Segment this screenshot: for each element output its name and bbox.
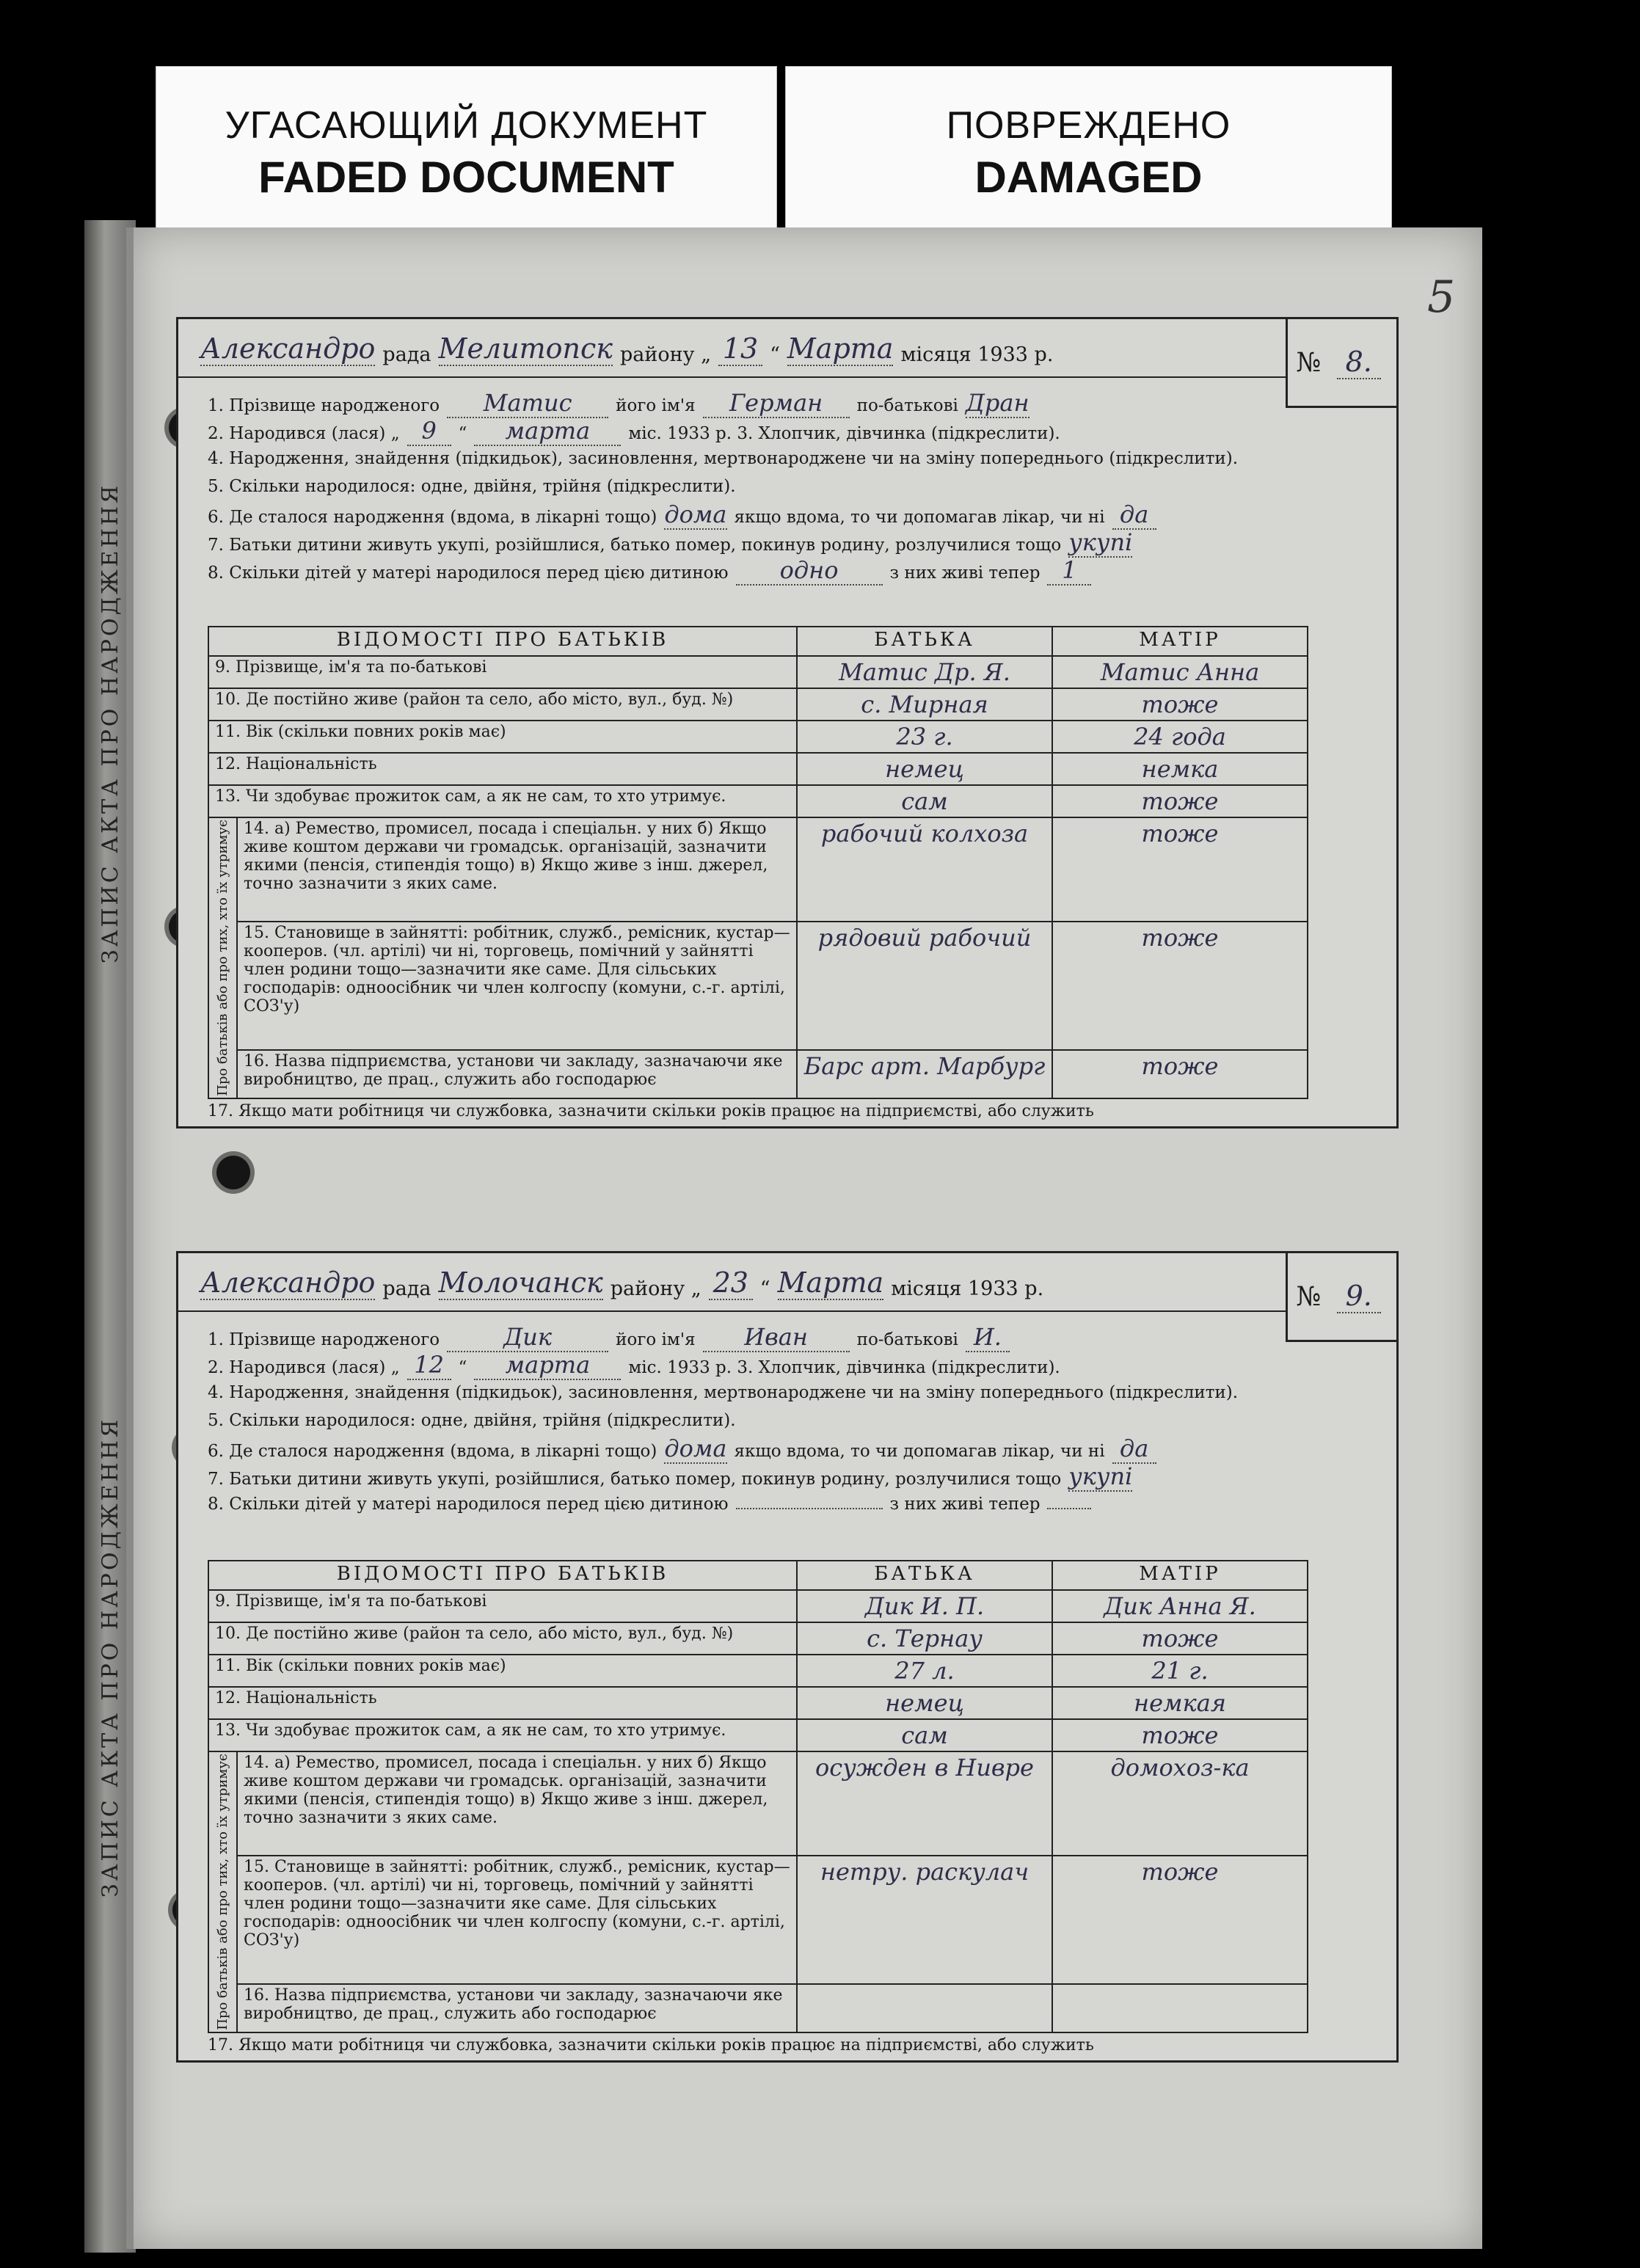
- mother-enterprise-value: тоже: [1052, 1050, 1308, 1098]
- birth-record-form: [98, 317, 1399, 1128]
- father-occupation-value: рабочий колхоза: [797, 817, 1052, 922]
- mother-residence-value: тоже: [1052, 1622, 1308, 1655]
- row-13-label: 13. Чи здобуває прожиток сам, а як не сам, то хто утримує.: [208, 1719, 797, 1751]
- row-9-label: 9. Прізвище, ім'я та по-батькові: [208, 656, 797, 688]
- row-10-label: 10. Де постійно живе (район та село, або місто, вул., буд. №): [208, 688, 797, 721]
- year-digit: 3: [1005, 1277, 1018, 1300]
- form-header: Александро рада Мелитопск району „ 13 “ Марта місяця 193 3 р.: [178, 319, 1286, 378]
- mother-residence-value: тоже: [1052, 688, 1308, 721]
- row-10-label: 10. Де постійно живе (район та село, або місто, вул., буд. №): [208, 1622, 797, 1655]
- first-name-value: Иван: [703, 1323, 850, 1352]
- month-label: місяця 193: [891, 1277, 1006, 1300]
- father-residence-value: с. Мирная: [797, 688, 1052, 721]
- district-value: Молочанск: [438, 1266, 603, 1299]
- birth-place-value: дома: [664, 500, 727, 528]
- first-name-value: Герман: [703, 389, 850, 418]
- father-occupation-value: осужден в Нивре: [797, 1751, 1052, 1856]
- father-support-value: сам: [797, 1719, 1052, 1751]
- form-header: Александро рада Молочанск району „ 23 “ Марта місяця 193 3 р.: [178, 1253, 1286, 1312]
- row-16-label: 16. Назва підприємства, установи чи закладу, зазначаючи яке виробництво, де прац., служить або господарює: [237, 1050, 797, 1098]
- mother-nationality-value: немка: [1052, 753, 1308, 785]
- mother-enterprise-value: [1052, 1984, 1308, 2032]
- row-11-label: 11. Вік (скільки повних років має): [208, 721, 797, 753]
- question-4: 4. Народження, знайдення (підкидьок), засиновлення, мертвонароджене чи на зміну попереднього (підкреслити).: [208, 449, 1239, 468]
- father-column-header: БАТЬКА: [797, 627, 1052, 656]
- birth-record-form: [98, 1251, 1399, 2063]
- father-name-value: Дик И. П.: [797, 1590, 1052, 1622]
- question-7: 7. Батьки дитини живуть укупі, розійшлися, батько помер, покинув родину, розлучилися тощо укупі: [208, 528, 1133, 556]
- damaged-document-label: [785, 66, 1392, 229]
- mother-status-value: тоже: [1052, 1856, 1308, 1984]
- father-residence-value: с. Тернау: [797, 1622, 1052, 1655]
- birth-place-value: дома: [664, 1434, 727, 1462]
- day-value: 13: [718, 332, 762, 366]
- village-value: Александро: [200, 332, 376, 365]
- page-number: 5: [1427, 271, 1456, 323]
- parents-status-value: укупі: [1068, 1462, 1133, 1490]
- mother-status-value: тоже: [1052, 922, 1308, 1050]
- question-6: 6. Де сталося народження (вдома, в лікарні тощо) дома якщо вдома, то чи допомагав лікар, чи ні да: [208, 1434, 1264, 1462]
- day-value: 23: [709, 1266, 753, 1300]
- row-12-label: 12. Національність: [208, 1687, 797, 1719]
- village-value: Александро: [200, 1266, 376, 1299]
- district-label: району: [619, 343, 695, 366]
- mother-column-header: МАТІР: [1052, 627, 1308, 656]
- district-label: району: [610, 1277, 685, 1300]
- year-label: р.: [1024, 1277, 1044, 1300]
- mother-name-value: Матис Анна: [1052, 656, 1308, 688]
- row-14-label: 14. а) Ремество, промисел, посада і спеціальн. у них б) Якщо живе коштом держави чи громадськ. організацій, зазначити якими (пенсія, стипендія тощо) в) Якщо живе з інш. джерел, точно зазначити з яких саме.: [237, 817, 797, 922]
- question-2: 2. Народився (лася) „ 12 “ марта міс. 1933 р. 3. Хлопчик, дівчинка (підкреслити).: [208, 1351, 1060, 1379]
- row-16-label: 16. Назва підприємства, установи чи закладу, зазначаючи яке виробництво, де прац., служить або господарює: [237, 1984, 797, 2032]
- mother-occupation-value: тоже: [1052, 817, 1308, 922]
- question-5: 5. Скільки народилося: одне, двійня, трійня (підкреслити).: [208, 1411, 736, 1430]
- father-support-value: сам: [797, 785, 1052, 817]
- form-questions: [208, 1323, 1264, 1518]
- birth-month-value: марта: [474, 417, 621, 446]
- mother-support-value: тоже: [1052, 785, 1308, 817]
- record-number: 8.: [1337, 346, 1381, 379]
- form-questions: [208, 389, 1264, 584]
- month-value: Марта: [777, 1266, 884, 1299]
- parents-info-header: ВІДОМОСТІ ПРО БАТЬКІВ: [208, 627, 797, 656]
- question-4: 4. Народження, знайдення (підкидьок), засиновлення, мертвонароджене чи на зміну попереднього (підкреслити).: [208, 1383, 1239, 1402]
- record-number: 9.: [1337, 1280, 1381, 1313]
- form-side-label: ЗАПИС АКТА ПРО НАРОДЖЕННЯ: [98, 1416, 123, 1897]
- row-9-label: 9. Прізвище, ім'я та по-батькові: [208, 1590, 797, 1622]
- question-2: 2. Народився (лася) „ 9 “ марта міс. 1933 р. 3. Хлопчик, дівчинка (підкреслити).: [208, 417, 1060, 445]
- row-12-label: 12. Національність: [208, 753, 797, 785]
- patronymic-value: И.: [966, 1323, 1010, 1352]
- rada-label: рада: [382, 343, 431, 366]
- year-digit: 3: [1015, 343, 1028, 366]
- year-label: р.: [1034, 343, 1054, 366]
- mother-name-value: Дик Анна Я.: [1052, 1590, 1308, 1622]
- father-enterprise-value: Барс арт. Марбург: [797, 1050, 1052, 1098]
- mother-age-value: 24 года: [1052, 721, 1308, 753]
- district-value: Мелитопск: [438, 332, 613, 365]
- form-side-label: ЗАПИС АКТА ПРО НАРОДЖЕННЯ: [98, 482, 123, 963]
- patronymic-value: Дран: [965, 389, 1029, 417]
- row-11-label: 11. Вік (скільки повних років має): [208, 1655, 797, 1687]
- birth-day-value: 9: [407, 417, 451, 446]
- faded-document-label: [156, 66, 777, 229]
- question-1: 1. Прізвище народженого Матис його ім'я Герман по-батькові Дран: [208, 389, 1029, 417]
- parents-table: [208, 1560, 1308, 2033]
- row-15-label: 15. Становище в зайнятті: робітник, служб., ремісник, кустар—кооперов. (чл. артілі) чи ні, торговець, помічний у зайнятті член родини тощо—зазначити яке саме. Для сільських господарів: одноосібник чи член колгоспу (комуни, с.-г. артілі, СОЗ'у): [237, 1856, 797, 1984]
- number-label: №: [1296, 1281, 1322, 1312]
- vertical-parents-label: Про батьків або про тих, хто їх утримує: [208, 817, 237, 1098]
- damaged-label-ru: ПОВРЕЖДЕНО: [946, 104, 1231, 147]
- children-alive-value: 1: [1047, 556, 1091, 586]
- question-8: 8. Скільки дітей у матері народилося перед цією дитиною з них живі тепер: [208, 1490, 1264, 1518]
- faded-label-en: FADED DOCUMENT: [258, 153, 674, 202]
- doctor-value: да: [1112, 500, 1156, 530]
- father-column-header: БАТЬКА: [797, 1561, 1052, 1590]
- vertical-parents-label: Про батьків або про тих, хто їх утримує: [208, 1751, 237, 2032]
- rada-label: рада: [382, 1277, 431, 1300]
- punch-hole: [216, 1156, 250, 1189]
- mother-support-value: тоже: [1052, 1719, 1308, 1751]
- row-15-label: 15. Становище в зайнятті: робітник, служб., ремісник, кустар—кооперов. (чл. артілі) чи ні, торговець, помічний у зайнятті член родини тощо—зазначити яке саме. Для сільських господарів: одноосібник чи член колгоспу (комуни, с.-г. артілі, СОЗ'у): [237, 922, 797, 1050]
- father-name-value: Матис Др. Я.: [797, 656, 1052, 688]
- faded-label-ru: УГАСАЮЩИЙ ДОКУМЕНТ: [225, 104, 708, 147]
- father-nationality-value: немец: [797, 1687, 1052, 1719]
- row-13-label: 13. Чи здобуває прожиток сам, а як не сам, то хто утримує.: [208, 785, 797, 817]
- question-1: 1. Прізвище народженого Дик його ім'я Иван по-батькові И.: [208, 1323, 1264, 1351]
- mother-age-value: 21 г.: [1052, 1655, 1308, 1687]
- question-7: 7. Батьки дитини живуть укупі, розійшлися, батько помер, покинув родину, розлучилися тощо укупі: [208, 1462, 1133, 1490]
- father-age-value: 27 л.: [797, 1655, 1052, 1687]
- question-17: 17. Якщо мати робітниця чи службовка, зазначити скільки років працює на підприємстві, або служить: [208, 2036, 1094, 2054]
- month-value: Марта: [787, 332, 894, 365]
- father-nationality-value: немец: [797, 753, 1052, 785]
- damaged-label-en: DAMAGED: [974, 153, 1203, 202]
- parents-status-value: укупі: [1068, 528, 1133, 556]
- father-status-value: рядовий рабочий: [797, 922, 1052, 1050]
- birth-month-value: марта: [474, 1351, 621, 1380]
- row-14-label: 14. а) Ремество, промисел, посада і спеціальн. у них б) Якщо живе коштом держави чи громадськ. організацій, зазначити якими (пенсія, стипендія тощо) в) Якщо живе з інш. джерел, точно зазначити з яких саме.: [237, 1751, 797, 1856]
- children-before-value: [736, 1508, 883, 1509]
- parents-table: [208, 626, 1308, 1099]
- mother-column-header: МАТІР: [1052, 1561, 1308, 1590]
- question-17: 17. Якщо мати робітниця чи службовка, зазначити скільки років працює на підприємстві, або служить: [208, 1102, 1094, 1120]
- father-status-value: нетру. раскулач: [797, 1856, 1052, 1984]
- father-enterprise-value: [797, 1984, 1052, 2032]
- surname-value: Дик: [447, 1323, 608, 1352]
- surname-value: Матис: [447, 389, 608, 418]
- record-number-box: [1286, 319, 1396, 408]
- question-6: 6. Де сталося народження (вдома, в лікарні тощо) дома якщо вдома, то чи допомагав лікар, чи ні да: [208, 500, 1264, 528]
- parents-info-header: ВІДОМОСТІ ПРО БАТЬКІВ: [208, 1561, 797, 1590]
- month-label: місяця 193: [900, 343, 1016, 366]
- children-before-value: одно: [736, 556, 883, 586]
- question-8: 8. Скільки дітей у матері народилося перед цією дитиною одно з них живі тепер 1: [208, 556, 1264, 584]
- doctor-value: да: [1112, 1434, 1156, 1464]
- question-5: 5. Скільки народилося: одне, двійня, трійня (підкреслити).: [208, 477, 736, 496]
- record-number-box: [1286, 1253, 1396, 1342]
- children-alive-value: [1047, 1508, 1091, 1509]
- number-label: №: [1296, 347, 1322, 378]
- birth-day-value: 12: [407, 1351, 451, 1380]
- mother-nationality-value: немкая: [1052, 1687, 1308, 1719]
- mother-occupation-value: домохоз-ка: [1052, 1751, 1308, 1856]
- father-age-value: 23 г.: [797, 721, 1052, 753]
